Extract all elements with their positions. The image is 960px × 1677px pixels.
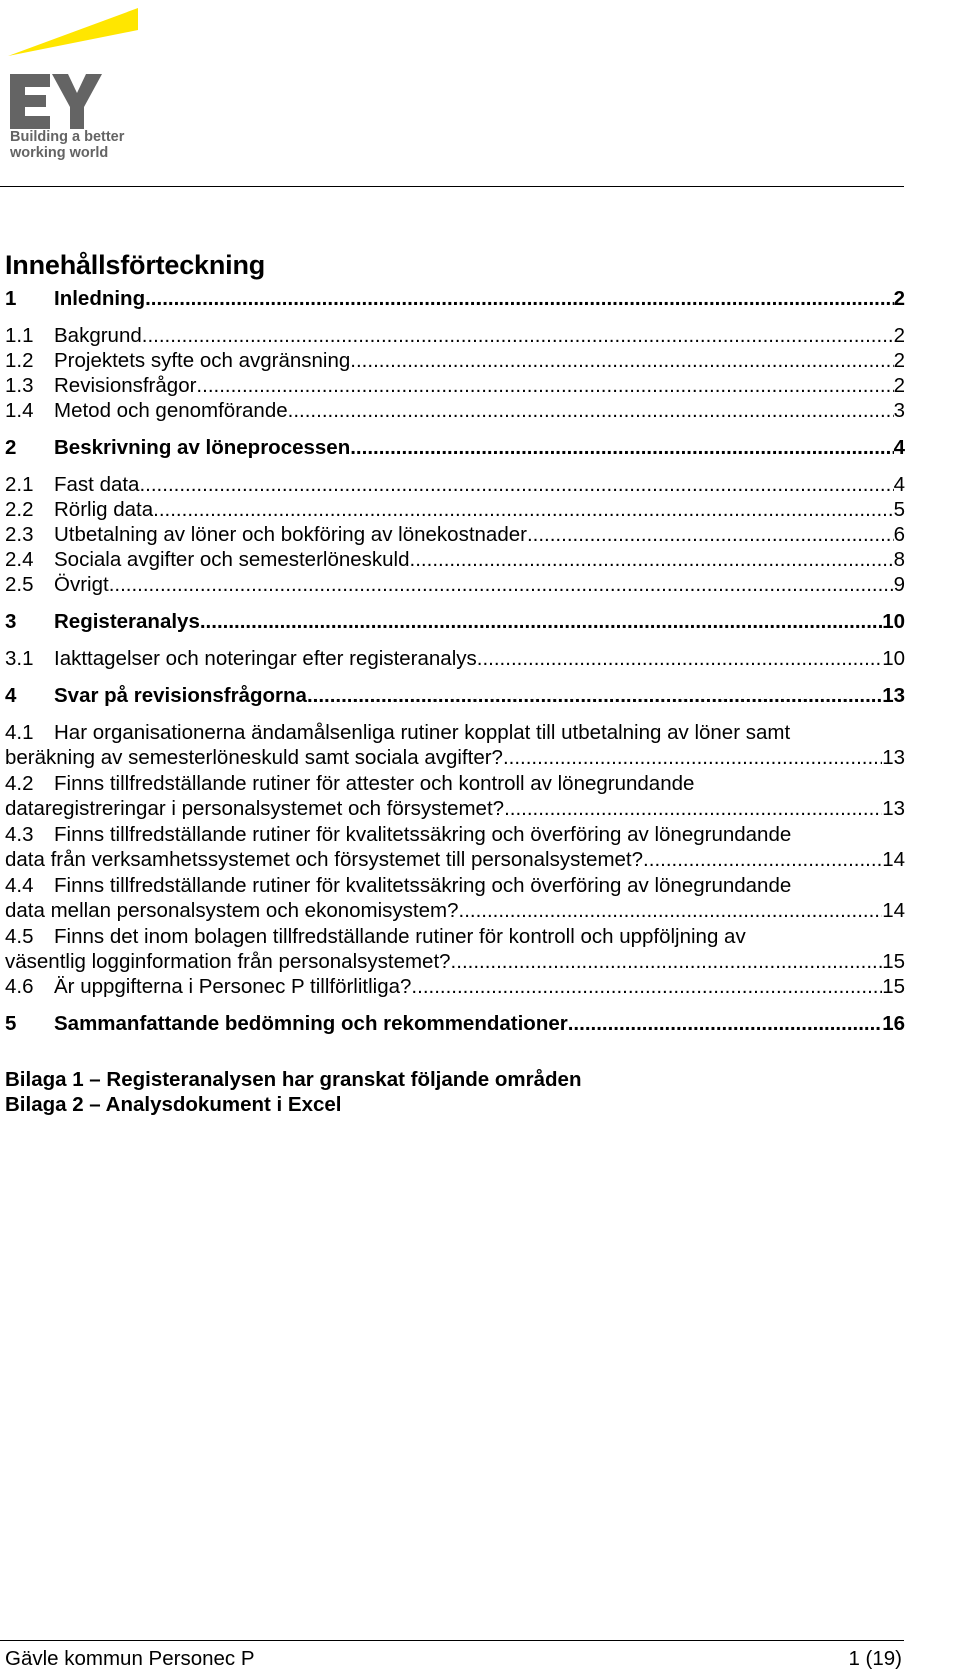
- toc-entry-4-5-line1[interactable]: [5, 923, 905, 950]
- toc-entry-2-4[interactable]: [5, 546, 905, 573]
- toc-entry-text: Övrigt: [54, 573, 109, 596]
- ey-logo-tagline-1: Building a better: [10, 129, 125, 145]
- toc-entry-page: 13: [882, 797, 905, 820]
- toc-entry-number: 3: [5, 610, 17, 633]
- toc-entry-text: Beskrivning av löneprocessen: [54, 436, 351, 459]
- toc-leader-dots: [350, 347, 893, 374]
- toc-leader-dots: [503, 744, 882, 771]
- toc-entry-number: 2.5: [5, 573, 34, 596]
- toc-entry-number: 2.4: [5, 548, 34, 571]
- toc-entry-4-4-line2[interactable]: [5, 897, 905, 924]
- toc-entry-number: 4.4: [5, 874, 34, 897]
- toc-entry-2-5[interactable]: [5, 571, 905, 598]
- toc-entry-4-3-line2[interactable]: [5, 846, 905, 873]
- toc-entry-text: Är uppgifterna i Personec P tillförlitliga?: [54, 975, 412, 998]
- toc-entry-text: Registeranalys: [54, 610, 200, 633]
- toc-entry-text: Finns tillfredställande rutiner för kvalitetssäkring och överföring av lönegrundande: [54, 874, 792, 897]
- toc-entry-text: Projektets syfte och avgränsning: [54, 349, 351, 372]
- toc-entry-text: Iakttagelser och noteringar efter registeranalys: [54, 647, 477, 670]
- ey-logo-beam: [8, 8, 138, 56]
- ey-logo-letters: [10, 74, 102, 129]
- toc-entry-text: Svar på revisionsfrågorna: [54, 684, 307, 707]
- toc-entry-page: 6: [893, 523, 905, 546]
- toc-entry-text: Utbetalning av löner och bokföring av lönekostnader: [54, 523, 527, 546]
- toc-entry-4-5-line2[interactable]: [5, 948, 905, 975]
- ey-logo: [8, 8, 148, 168]
- toc-entry-1[interactable]: [5, 285, 905, 312]
- toc-entry-text: Fast data: [54, 473, 140, 496]
- toc-entry-text: Bakgrund: [54, 324, 142, 347]
- toc-entry-page: 16: [882, 1012, 905, 1035]
- toc-leader-dots: [196, 372, 893, 399]
- toc-entry-4-1-line1[interactable]: [5, 719, 905, 746]
- toc-entry-text: Metod och genomförande: [54, 399, 288, 422]
- toc-leader-dots: [142, 322, 894, 349]
- toc-entry-3[interactable]: [5, 608, 905, 635]
- toc-entry-text: väsentlig logginformation från personalsystemet?: [5, 950, 451, 973]
- toc-entry-1-1[interactable]: [5, 322, 905, 349]
- toc-leader-dots: [643, 846, 882, 873]
- toc-entry-text: data mellan personalsystem och ekonomisystem?: [5, 899, 459, 922]
- toc-entry-4-1-line2[interactable]: [5, 744, 905, 771]
- toc-entry-4-2-line1[interactable]: [5, 770, 905, 797]
- toc-leader-dots: [153, 496, 893, 523]
- toc-entry-number: 1.3: [5, 374, 34, 397]
- toc-leader-dots: [459, 897, 883, 924]
- toc-entry-number: 4.1: [5, 721, 34, 744]
- toc-entry-page: 2: [893, 287, 905, 310]
- toc-entry-number: 1.1: [5, 324, 34, 347]
- toc-entry-number: 5: [5, 1012, 17, 1035]
- toc-entry-text: data från verksamhetssystemet och försystemet till personalsystemet?: [5, 848, 644, 871]
- toc-entry-number: 4.5: [5, 925, 34, 948]
- toc-entry-4-3-line1[interactable]: [5, 821, 905, 848]
- toc-leader-dots: [200, 608, 882, 635]
- toc-entry-2-2[interactable]: [5, 496, 905, 523]
- appendix-1[interactable]: Bilaga 1 – Registeranalysen har granskat följande områden: [5, 1068, 582, 1091]
- toc-leader-dots: [139, 471, 893, 498]
- toc-entry-number: 4.3: [5, 823, 34, 846]
- footer-rule: [0, 1640, 904, 1641]
- toc-entry-page: 13: [882, 746, 905, 769]
- toc-entry-page: 15: [882, 975, 905, 998]
- toc-leader-dots: [411, 973, 882, 1000]
- toc-leader-dots: [451, 948, 883, 975]
- toc-entry-text: Sociala avgifter och semesterlöneskuld: [54, 548, 410, 571]
- toc-entry-text: Finns det inom bolagen tillfredställande rutiner för kontroll och uppföljning av: [54, 925, 746, 948]
- header-rule: [0, 186, 904, 187]
- toc-leader-dots: [410, 546, 894, 573]
- toc-entry-page: 4: [893, 473, 905, 496]
- toc-entry-page: 8: [893, 548, 905, 571]
- toc-entry-page: 2: [893, 374, 905, 397]
- toc-leader-dots: [527, 521, 894, 548]
- toc-entry-5[interactable]: [5, 1010, 905, 1037]
- toc-entry-page: 2: [893, 349, 905, 372]
- toc-leader-dots: [350, 434, 893, 461]
- toc-entry-number: 1.4: [5, 399, 34, 422]
- toc-entry-page: 10: [882, 610, 905, 633]
- toc-entry-text: Sammanfattande bedömning och rekommendationer: [54, 1012, 568, 1035]
- toc-entry-2-1[interactable]: [5, 471, 905, 498]
- toc-entry-4[interactable]: [5, 682, 905, 709]
- toc-entry-text: Har organisationerna ändamålsenliga rutiner kopplat till utbetalning av löner samt: [54, 721, 791, 744]
- toc-entry-text: Inledning: [54, 287, 146, 310]
- ey-logo-tagline-2: working world: [10, 145, 109, 161]
- toc-entry-number: 2.2: [5, 498, 34, 521]
- toc-entry-page: 4: [893, 436, 905, 459]
- toc-entry-page: 14: [882, 899, 905, 922]
- toc-entry-4-6[interactable]: [5, 973, 905, 1000]
- toc-entry-text: Rörlig data: [54, 498, 154, 521]
- toc-leader-dots: [288, 397, 894, 424]
- toc-entry-page: 2: [893, 324, 905, 347]
- toc-entry-1-3[interactable]: [5, 372, 905, 399]
- toc-entry-page: 9: [893, 573, 905, 596]
- toc-entry-text: dataregistreringar i personalsystemet och försystemet?: [5, 797, 505, 820]
- footer-document-name: Gävle kommun Personec P: [5, 1647, 255, 1670]
- toc-entry-page: 3: [893, 399, 905, 422]
- toc-entry-text: beräkning av semesterlöneskuld samt sociala avgifter?: [5, 746, 503, 769]
- toc-entry-number: 2: [5, 436, 17, 459]
- toc-leader-dots: [568, 1010, 882, 1037]
- toc-entry-page: 14: [882, 848, 905, 871]
- toc-entry-number: 2.1: [5, 473, 34, 496]
- toc-entry-number: 1.2: [5, 349, 34, 372]
- toc-entry-3-1[interactable]: [5, 645, 905, 672]
- toc-entry-number: 1: [5, 287, 17, 310]
- toc-leader-dots: [307, 682, 882, 709]
- footer-page-number: 1 (19): [848, 1647, 902, 1670]
- toc-entry-2[interactable]: [5, 434, 905, 461]
- toc-entry-text: Finns tillfredställande rutiner för kvalitetssäkring och överföring av lönegrundande: [54, 823, 792, 846]
- toc-entry-2-3[interactable]: [5, 521, 905, 548]
- page-title: Innehållsförteckning: [5, 250, 266, 280]
- toc-entry-4-4-line1[interactable]: [5, 872, 905, 899]
- toc-entry-number: 4: [5, 684, 17, 707]
- toc-entry-text: Revisionsfrågor: [54, 374, 197, 397]
- toc-leader-dots: [477, 645, 882, 672]
- toc-entry-number: 4.6: [5, 975, 34, 998]
- toc-entry-page: 15: [882, 950, 905, 973]
- toc-entry-text: Finns tillfredställande rutiner för attester och kontroll av lönegrundande: [54, 772, 695, 795]
- toc-entry-1-4[interactable]: [5, 397, 905, 424]
- appendix-2[interactable]: Bilaga 2 – Analysdokument i Excel: [5, 1093, 342, 1116]
- toc-entry-number: 4.2: [5, 772, 34, 795]
- toc-leader-dots: [109, 571, 894, 598]
- toc-leader-dots: [504, 795, 882, 822]
- toc-entry-page: 10: [882, 647, 905, 670]
- toc-leader-dots: [145, 285, 893, 312]
- toc-entry-1-2[interactable]: [5, 347, 905, 374]
- toc-entry-number: 3.1: [5, 647, 34, 670]
- toc-entry-page: 5: [893, 498, 905, 521]
- toc-entry-4-2-line2[interactable]: [5, 795, 905, 822]
- toc-entry-number: 2.3: [5, 523, 34, 546]
- toc-entry-page: 13: [882, 684, 905, 707]
